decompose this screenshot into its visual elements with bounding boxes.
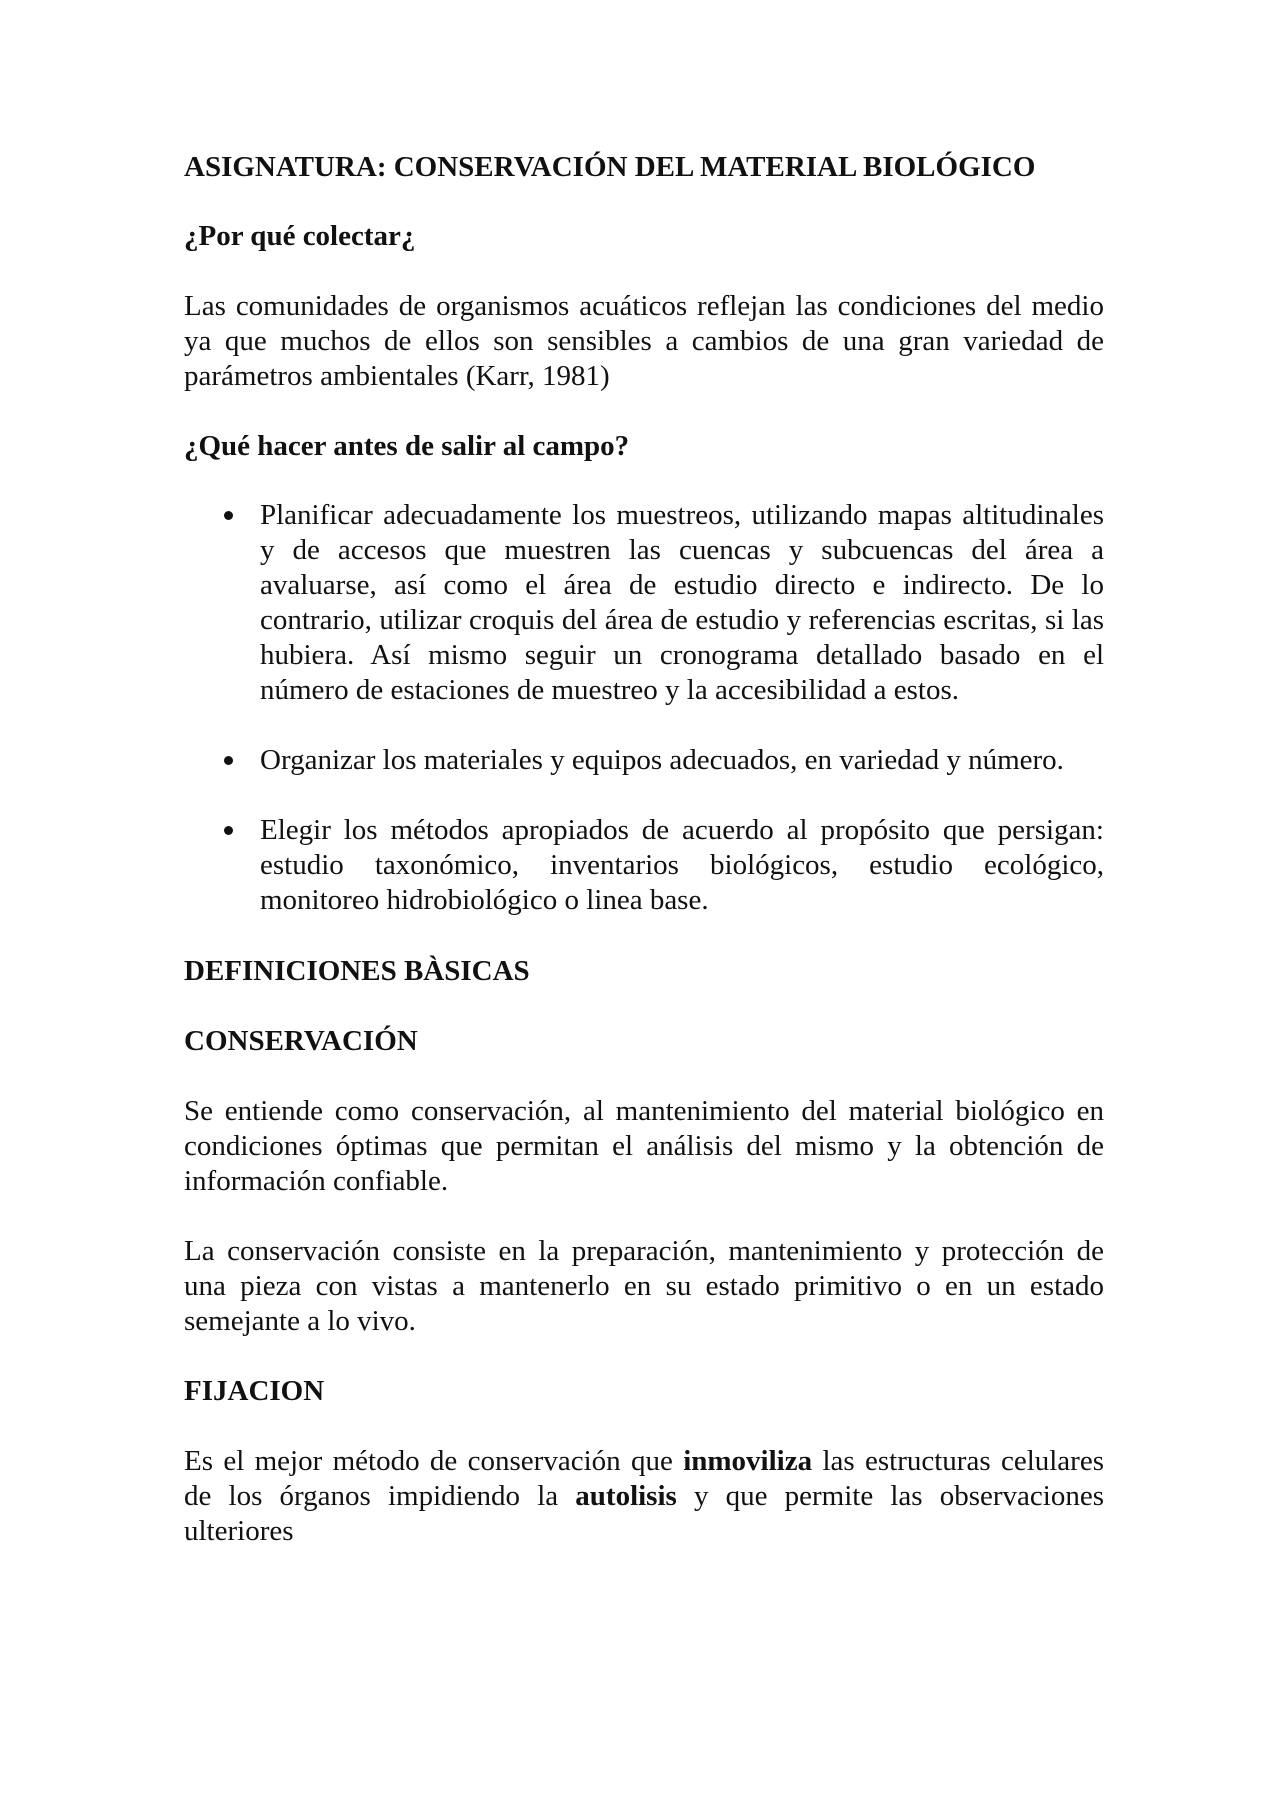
section-heading-fijacion: FIJACION [184,1375,325,1407]
list-item [184,498,1104,708]
list-item [184,743,1104,778]
fijacion-text-part3: y que permite las observaciones ulteriores [184,1480,1104,1547]
paragraph-comunidades: Las comunidades de organismos acuáticos reflejan las condiciones del medio ya que muchos de ellos son sensibles a cambios de una gran variedad de parámetros ambientales (Karr, 1981) [184,290,1104,392]
paragraph-fijacion [184,1444,1104,1549]
fijacion-term-autolisis: autolisis [575,1480,677,1512]
fijacion-text-part2: las estructuras celulares de los órganos impidiendo la [184,1445,1104,1512]
bullet-icon [224,511,233,520]
list-item [184,813,1104,918]
section-heading-antes-de-salir: ¿Qué hacer antes de salir al campo? [184,430,630,462]
bullet-icon [224,826,233,835]
list-item-text: Planificar adecuadamente los muestreos, utilizando mapas altitudinales y de accesos que muestren las cuencas y subcuencas del área a avaluarse, así como el área de estudio directo e indirecto. De lo contrario, utilizar croquis del área de estudio y referencias escritas, si las hubiera. Así mismo seguir un cronograma detallado basado en el número de estaciones de muestreo y la accesibilidad a estos. [260,499,1104,706]
bullet-icon [224,756,233,765]
page-content [184,150,1104,1549]
section-heading-por-que-colectar: ¿Por qué colectar¿ [184,220,416,252]
fijacion-term-inmoviliza: inmoviliza [683,1445,813,1477]
list-item-text: Elegir los métodos apropiados de acuerdo al propósito que persigan: estudio taxonómico, inventarios biológicos, estudio ecológico, monitoreo hidrobiológico o linea base. [260,814,1104,916]
bullet-list [184,498,1104,918]
section-heading-conservacion: CONSERVACIÓN [184,1025,418,1057]
paragraph-conservacion-consiste: La conservación consiste en la preparación, mantenimiento y protección de una pieza con vistas a mantenerlo en su estado primitivo o en un estado semejante a lo vivo. [184,1235,1104,1337]
fijacion-text-part1: Es el mejor método de conservación que [184,1445,684,1477]
section-heading-definiciones: DEFINICIONES BÀSICAS [184,955,530,987]
document-title: ASIGNATURA: CONSERVACIÓN DEL MATERIAL BIOLÓGICO [184,151,1036,183]
paragraph-conservacion-definicion: Se entiende como conservación, al mantenimiento del material biológico en condiciones óptimas que permitan el análisis del mismo y la obtención de información confiable. [184,1095,1104,1197]
list-item-text: Organizar los materiales y equipos adecuados, en variedad y número. [260,744,1064,776]
